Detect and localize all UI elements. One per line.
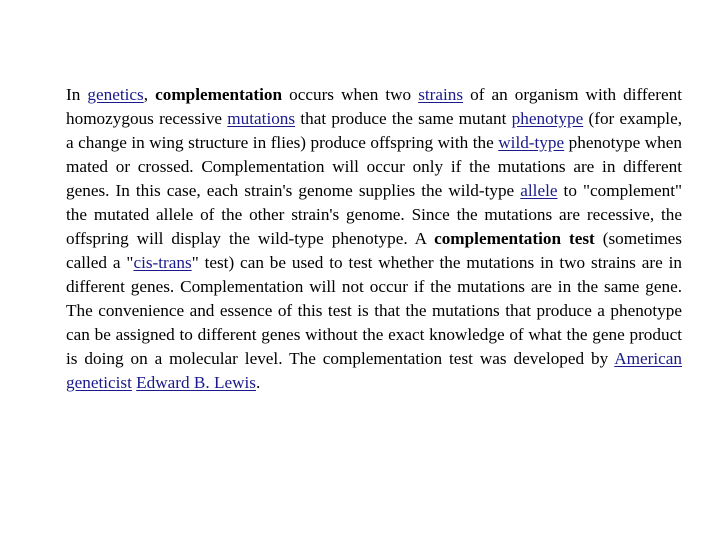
text-run: occurs when two (282, 85, 419, 104)
link-strains[interactable]: strains (418, 85, 464, 104)
text-run: (for example, a change in wing structure in flies) produce offspring with the (66, 109, 683, 152)
article-text (66, 83, 682, 395)
link-geneticist[interactable]: geneticist (66, 373, 132, 392)
paragraph-1 (66, 85, 682, 248)
text-run: . (255, 373, 261, 392)
link-edward-b-lewis[interactable]: Edward B. Lewis (136, 373, 256, 392)
text-run: In (66, 85, 88, 104)
link-allele[interactable]: allele (520, 181, 558, 200)
text-run: that produce the same mutant (295, 109, 512, 128)
link-mutations[interactable]: mutations (227, 109, 296, 128)
link-phenotype[interactable]: phenotype (511, 109, 584, 128)
text-run: phenotype when mated or crossed. Complementation will occur only if the mutations are in different genes. In this case, each strain's genome supplies the wild-type (66, 133, 682, 200)
link-genetics[interactable]: genetics (87, 85, 144, 104)
link-wild-type[interactable]: wild-type (498, 133, 565, 152)
bold-term-complementation-test: complementation test (434, 229, 595, 248)
link-cis-trans[interactable]: cis-trans (133, 253, 192, 272)
text-run: (sometimes called a " (66, 229, 682, 272)
text-run: " test) can be used to test whether the mutations in two strains are in different genes. Complementation will not occur if the mutations are in the same gene. The convenience and essence of this test is that the mutations that produce a phenotype can be assigned to different genes without the exact knowledge of what the gene product is doing on a molecular level. The complementation test was developed by (66, 253, 682, 368)
text-run: to "complement" the mutated allele of the other strain's genome. Since the mutations are recessive, the offspring will display the wild-type phenotype. (66, 181, 682, 248)
paragraph-2 (66, 229, 682, 392)
text-run: , (143, 85, 156, 104)
text-run: A (414, 229, 435, 248)
link-american[interactable]: American (614, 349, 682, 368)
text-run: of an organism with different homozygous recessive (66, 85, 683, 128)
bold-term-complementation: complementation (155, 85, 283, 104)
